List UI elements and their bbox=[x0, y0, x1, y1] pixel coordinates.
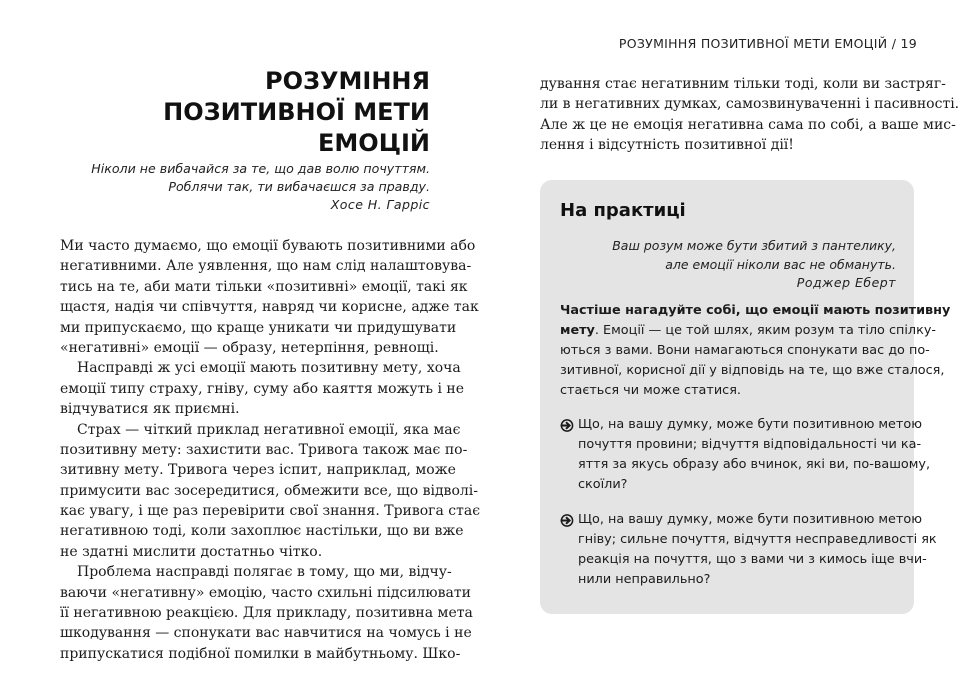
epigraph bbox=[60, 160, 430, 215]
body-line: Ми часто думаємо, що емоції бувають позитивними або bbox=[60, 238, 476, 254]
question-line: Що, на вашу думку, може бути позитивною метою bbox=[578, 512, 922, 527]
header-separator: / bbox=[891, 36, 897, 51]
body-line: позитивну мету: захистити вас. Тривога також має по- bbox=[60, 441, 468, 458]
body-line: ми припускаємо, що краще уникати чи придушувати bbox=[60, 319, 457, 336]
epigraph-line: але емоції ніколи вас не обмануть. bbox=[665, 256, 896, 272]
body-line: Насправді ж усі емоції мають позитивну мету, хоча bbox=[77, 360, 461, 377]
question-line: яття за якусь образу або вчинок, які ви, по-вашому, bbox=[578, 457, 931, 472]
body-line: зитивну мету. Тривога через іспит, наприклад, може bbox=[60, 462, 456, 479]
body-text bbox=[60, 236, 481, 664]
practice-text: . Емоції — це той шлях, яким розум та тіло спілку- bbox=[594, 323, 937, 338]
body-line: дування стає негативним тільки тоді, коли ви застряг- bbox=[540, 76, 946, 92]
question-text bbox=[578, 415, 931, 495]
practice-line: ються з вами. Вони намагаються спонукати вас до по- bbox=[560, 343, 930, 358]
question-line: гніву; сильне почуття, відчуття несправедливості як bbox=[578, 532, 937, 547]
question-line: Що, на вашу думку, може бути позитивною метою bbox=[578, 417, 922, 432]
right-arrow-icon bbox=[560, 415, 574, 435]
emphasis-text: Частіше нагадуйте собі, що емоції мають позитивну bbox=[560, 303, 951, 318]
practice-intro bbox=[560, 301, 951, 401]
epigraph-line: Ніколи не вибачайся за те, що дав волю почуттям. bbox=[91, 161, 430, 176]
body-line: Страх — чіткий приклад негативної емоції, яка має bbox=[77, 421, 461, 438]
right-page bbox=[485, 0, 970, 690]
body-line: відчуватися як приємні. bbox=[60, 401, 240, 418]
running-title: РОЗУМІННЯ ПОЗИТИВНОЇ МЕТИ ЕМОЦІЙ bbox=[618, 36, 888, 51]
body-line: емоції типу страху, гніву, суму або каяття можуть і не bbox=[60, 380, 465, 397]
practice-title: На практиці bbox=[560, 200, 686, 221]
body-line: лення і відсутність позитивної дії! bbox=[540, 137, 794, 154]
body-line: Але ж це не емоція негативна сама по собі, а ваше мис- bbox=[540, 116, 956, 133]
body-line: припускатися подібної помилки в майбутньому. Шко- bbox=[60, 645, 461, 662]
body-line: не здатні мислити достатньо чітко. bbox=[60, 543, 323, 560]
question-line: реакція на почуття, що з вами чи з кимось іще вчи- bbox=[578, 552, 927, 567]
body-line: негативною тоді, коли захоплює настільки, що ви вже bbox=[60, 523, 464, 540]
epigraph-author: Хосе Н. Гарріс bbox=[330, 197, 430, 213]
chapter-title bbox=[60, 66, 430, 159]
body-line: кає увагу, і ще раз перевірити свої знання. Тривога стає bbox=[60, 503, 481, 520]
question-line: почуття провини; відчуття відповідальності чи ка- bbox=[578, 437, 922, 452]
continuation-text bbox=[540, 74, 960, 156]
right-arrow-icon bbox=[560, 510, 574, 530]
epigraph-author: Роджер Еберт bbox=[796, 275, 896, 291]
running-header bbox=[619, 36, 917, 51]
practice-line bbox=[560, 301, 951, 321]
body-line: Проблема насправді полягає в тому, що ми, відчу- bbox=[77, 564, 452, 581]
practice-line bbox=[560, 321, 937, 341]
practice-line: зитивної, корисної дії у відповідь на те, що вже сталося, bbox=[560, 363, 945, 378]
practice-line: стається чи може статися. bbox=[560, 383, 741, 398]
page-number: 19 bbox=[900, 36, 917, 51]
practice-box bbox=[540, 180, 951, 614]
body-line: негативними. Але уявлення, що нам слід налаштовува- bbox=[60, 258, 472, 275]
body-line: ваючи «негативну» емоцію, часто схильні підсилювати bbox=[60, 584, 471, 601]
question-line: нили неправильно? bbox=[578, 572, 711, 587]
body-line: шкодування — спонукати вас навчитися на чомусь і не bbox=[60, 625, 472, 642]
question-line: скоїли? bbox=[578, 477, 628, 492]
chapter-title-line: ПОЗИТИВНОЇ МЕТИ ЕМОЦІЙ bbox=[163, 98, 430, 157]
question-text bbox=[578, 510, 937, 590]
chapter-title-line: РОЗУМІННЯ bbox=[264, 67, 430, 95]
body-line: тись на те, аби мати тільки «позитивні» емоції, такі як bbox=[60, 278, 468, 295]
body-line: примусити вас зосередитися, обмежити все, що відволі- bbox=[60, 482, 478, 499]
body-line: ли в негативних думках, самозвинуваченні і пасивності. bbox=[540, 96, 960, 113]
epigraph-line: Роблячи так, ти вибачаєшся за правду. bbox=[168, 179, 430, 195]
body-line: «негативні» емоції — образу, нетерпіння, ревнощі. bbox=[60, 339, 439, 356]
epigraph-line: Ваш розум може бути збитий з пантелику, bbox=[612, 238, 896, 253]
body-line: її негативною реакцією. Для прикладу, позитивна мета bbox=[60, 605, 473, 622]
emphasis-text: мету bbox=[560, 323, 595, 338]
body-line: щастя, надія чи співчуття, навряд чи корисне, адже так bbox=[60, 299, 479, 316]
practice-epigraph bbox=[560, 237, 896, 293]
